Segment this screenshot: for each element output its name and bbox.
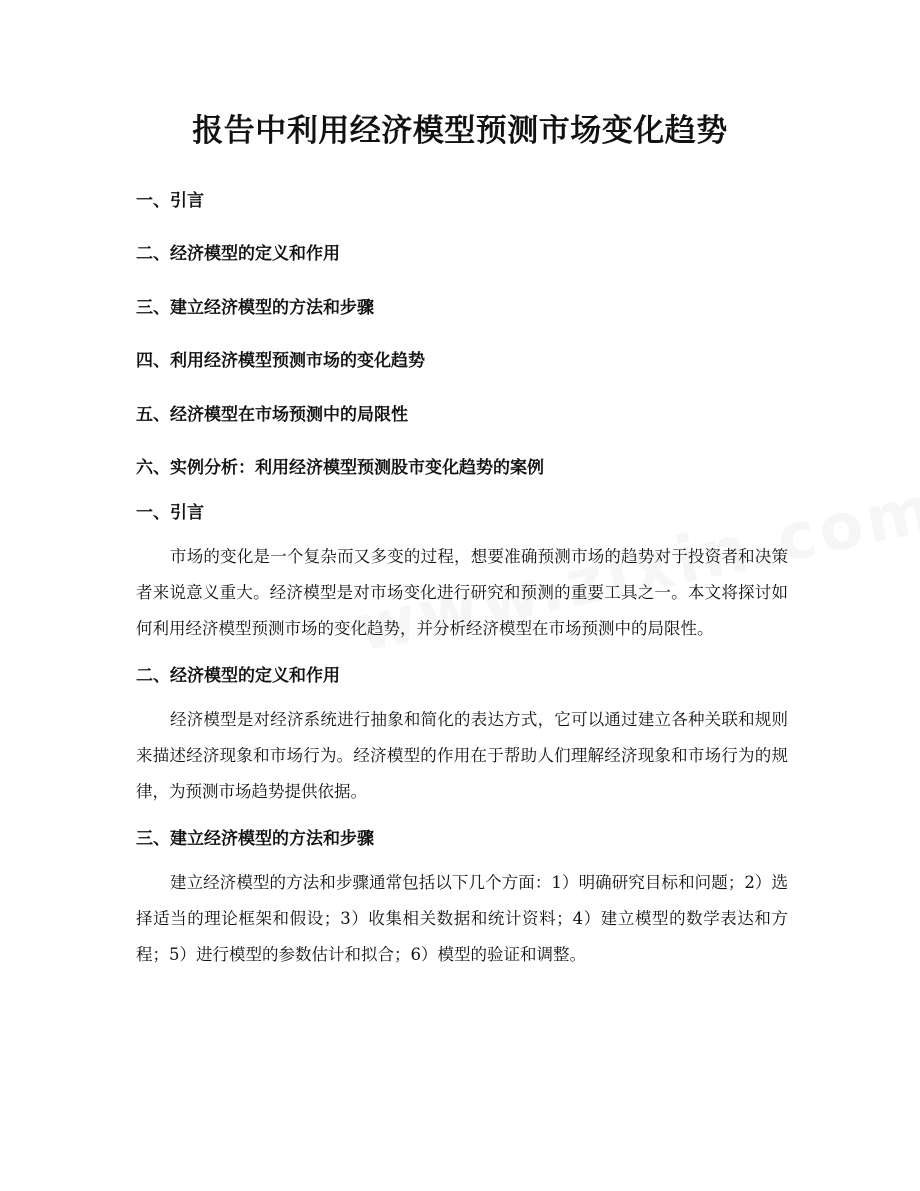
section-paragraph: 建立经济模型的方法和步骤通常包括以下几个方面：1）明确研究目标和问题；2）选择适当的理论框架和假设；3）收集相关数据和统计资料；4）建立模型的数学表达和方程；5）进行模型的参数估计和拟合；6）模型的验证和调整。 [136, 873, 788, 964]
section-heading: 二、经济模型的定义和作用 [136, 666, 340, 686]
section-methods [136, 824, 788, 973]
toc-item-5: 五、经济模型在市场预测中的局限性 [136, 404, 408, 425]
section-heading: 三、建立经济模型的方法和步骤 [136, 829, 374, 849]
section-heading: 一、引言 [136, 503, 204, 523]
toc-item-4: 四、利用经济模型预测市场的变化趋势 [136, 351, 425, 372]
section-definition [136, 661, 788, 810]
toc-item-1: 一、引言 [136, 191, 204, 211]
section-paragraph: 经济模型是对经济系统进行抽象和简化的表达方式，它可以通过建立各种关联和规则来描述经济现象和市场行为。经济模型的作用在于帮助人们理解经济现象和市场行为的规律，为预测市场趋势提供依据。 [136, 710, 788, 801]
table-of-contents [136, 186, 796, 506]
document-title: 报告中利用经济模型预测市场变化趋势 [192, 113, 728, 149]
toc-item-6: 六、实例分析：利用经济模型预测股市变化趋势的案例 [136, 457, 544, 478]
toc-item-3: 三、建立经济模型的方法和步骤 [136, 297, 374, 318]
section-introduction [136, 498, 788, 647]
section-paragraph: 市场的变化是一个复杂而又多变的过程，想要准确预测市场的趋势对于投资者和决策者来说意义重大。经济模型是对市场变化进行研究和预测的重要工具之一。本文将探讨如何利用经济模型预测市场的变化趋势，并分析经济模型在市场预测中的局限性。 [136, 547, 788, 638]
toc-item-2: 二、经济模型的定义和作用 [136, 244, 340, 265]
document-body [136, 498, 788, 987]
